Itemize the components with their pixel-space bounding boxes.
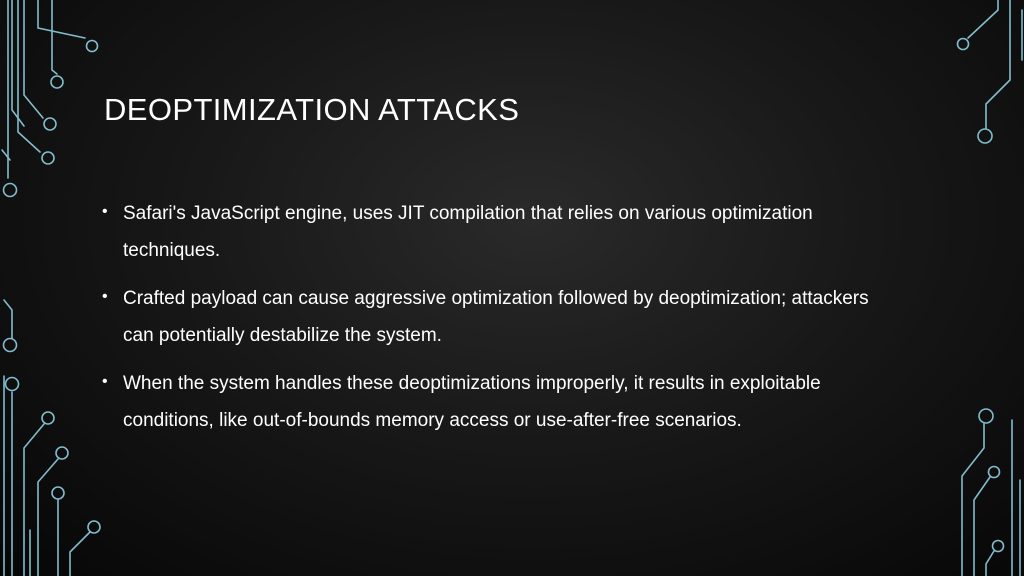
bullet-marker: • [102,373,108,390]
bullet-list [100,195,900,450]
bullet-marker: • [102,203,108,220]
slide-title: DEOPTIMIZATION ATTACKS [104,92,520,127]
bullet-item [100,280,900,354]
bullet-text: Crafted payload can cause aggressive optimization followed by deoptimization; attackers can potentially destabilize the system. [123,288,869,346]
bullet-text: Safari's JavaScript engine, uses JIT compilation that relies on various optimization techniques. [123,203,813,261]
bullet-marker: • [102,288,108,305]
bullet-item [100,195,900,269]
bullet-item [100,365,900,439]
bullet-text: When the system handles these deoptimizations improperly, it results in exploitable conditions, like out-of-bounds memory access or use-after-free scenarios. [123,373,821,431]
